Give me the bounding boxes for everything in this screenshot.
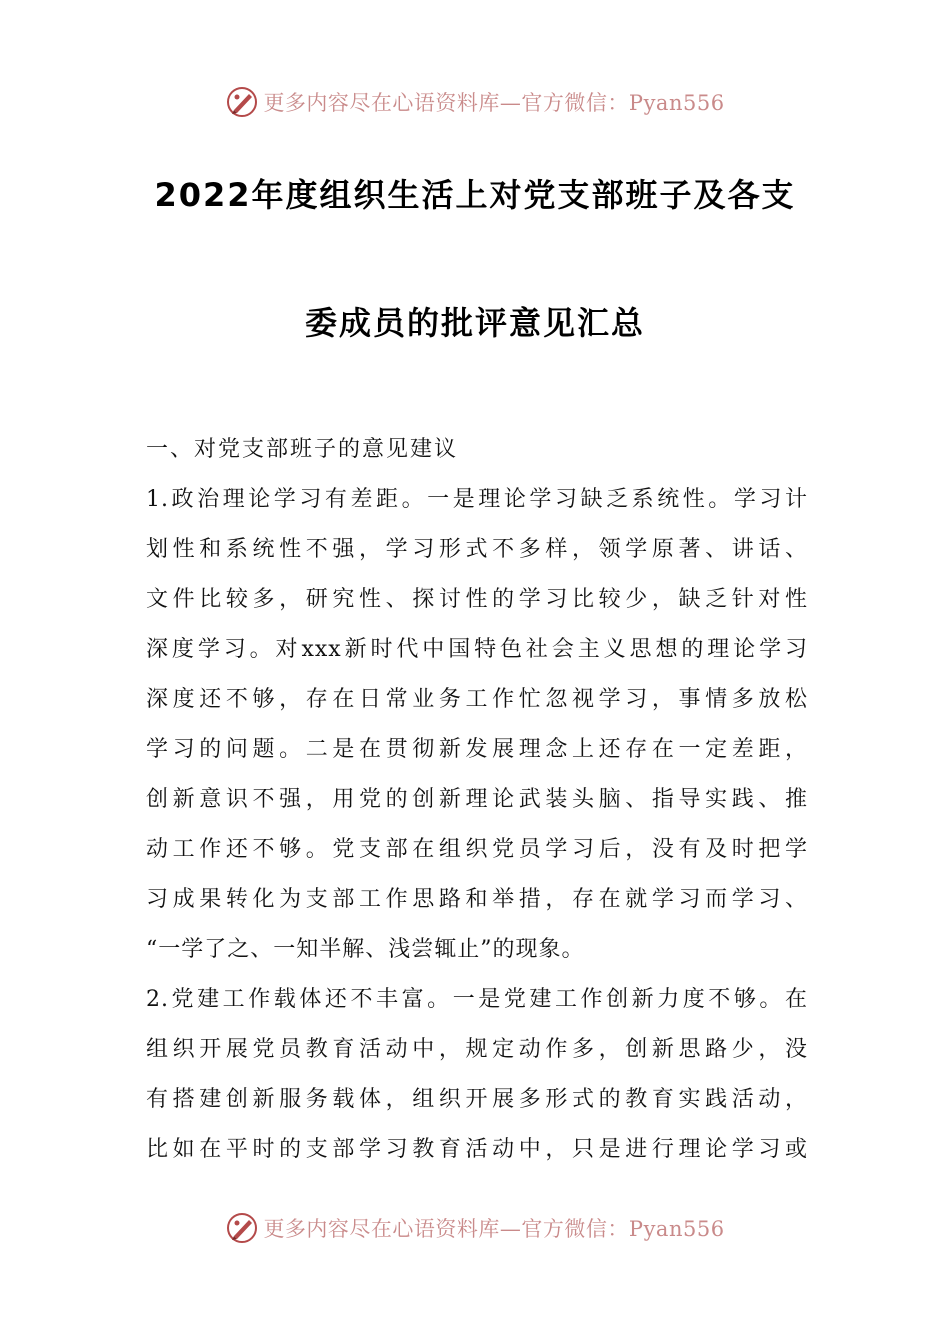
body-line: 习成果转化为支部工作思路和举措，存在就学习而学习、 <box>146 887 808 912</box>
section-heading: 一、对党支部班子的意见建议 <box>146 437 459 462</box>
body-line: 1.政治理论学习有差距。一是理论学习缺乏系统性。学习计 <box>146 487 808 512</box>
pen-logo-icon <box>225 1211 259 1245</box>
body-line: 创新意识不强，用党的创新理论武装头脑、指导实践、推 <box>146 787 808 812</box>
pen-logo-icon <box>225 85 259 119</box>
body-line: 深度学习。对xxx新时代中国特色社会主义思想的理论学习 <box>146 637 808 662</box>
body-line: 比如在平时的支部学习教育活动中，只是进行理论学习或 <box>146 1137 808 1162</box>
watermark-text: 更多内容尽在心语资料库—官方微信：Pyan556 <box>263 91 725 115</box>
document-body <box>146 425 808 1175</box>
footer-watermark <box>0 1208 950 1248</box>
document-title-line-1: 2022年度组织生活上对党支部班子及各支 <box>154 176 796 214</box>
body-line: 2.党建工作载体还不丰富。一是党建工作创新力度不够。在 <box>146 987 808 1012</box>
watermark-text: 更多内容尽在心语资料库—官方微信：Pyan556 <box>263 1217 725 1241</box>
document-title-line-2: 委成员的批评意见汇总 <box>304 304 645 342</box>
body-line: 动工作还不够。党支部在组织党员学习后，没有及时把学 <box>146 837 808 862</box>
body-line: 组织开展党员教育活动中，规定动作多，创新思路少，没 <box>146 1037 808 1062</box>
body-line: 有搭建创新服务载体，组织开展多形式的教育实践活动， <box>146 1087 808 1112</box>
body-line: 划性和系统性不强，学习形式不多样，领学原著、讲话、 <box>146 537 808 562</box>
body-line: “一学了之、一知半解、浅尝辄止”的现象。 <box>146 937 585 962</box>
body-line: 深度还不够，存在日常业务工作忙忽视学习，事情多放松 <box>146 687 808 712</box>
body-line: 文件比较多，研究性、探讨性的学习比较少，缺乏针对性 <box>146 587 808 612</box>
body-line: 学习的问题。二是在贯彻新发展理念上还存在一定差距， <box>146 737 808 762</box>
header-watermark <box>0 82 950 122</box>
